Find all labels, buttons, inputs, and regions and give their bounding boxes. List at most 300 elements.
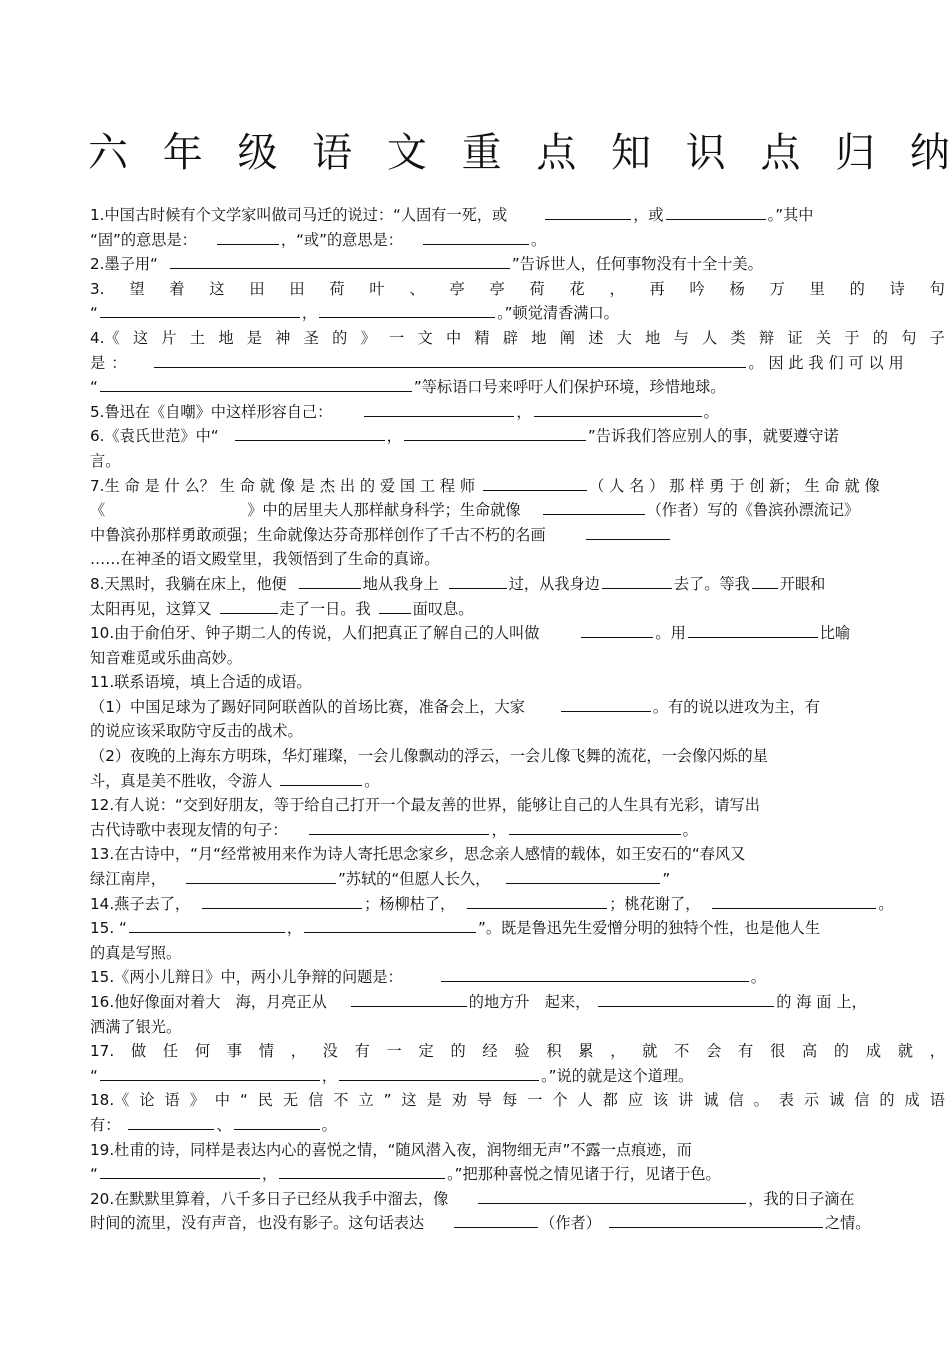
text: 圣 <box>303 328 319 347</box>
text: 走了一日。我 <box>279 599 371 618</box>
answer-blank[interactable] <box>534 400 702 417</box>
q12-line2 <box>90 818 945 843</box>
title-char: 知 <box>611 129 652 176</box>
text: 不 <box>333 1091 349 1110</box>
answer-blank[interactable] <box>217 228 279 245</box>
text: 。用 <box>655 624 686 643</box>
text: 洒满了银光。 <box>90 1017 182 1036</box>
text: 16.他好像面对着大 海，月亮正从 <box>90 993 327 1011</box>
text: 亭 <box>489 279 505 298</box>
title-char: 归 <box>835 129 876 176</box>
text: 导 <box>476 1091 493 1110</box>
text: ” <box>662 870 671 889</box>
answer-blank[interactable] <box>234 1113 320 1130</box>
text: 。”把那种喜悦之情见诸于行，见诸于色。 <box>447 1165 721 1184</box>
text: 信 <box>854 1091 870 1110</box>
text: 》 <box>360 328 376 347</box>
text: 的 <box>332 328 348 347</box>
text: 荷 <box>529 279 545 298</box>
text: 的 <box>849 279 865 298</box>
text: 4.《 <box>90 328 120 347</box>
text: ……在神圣的语文殿堂里，我领悟到了生命的真谛。 <box>90 550 440 569</box>
q7-line3 <box>90 523 945 548</box>
question-list <box>90 203 945 1236</box>
text: “ <box>90 378 98 397</box>
q1-line1 <box>90 203 945 228</box>
text: ，我的日子滴在 <box>748 1189 855 1208</box>
text: 精 <box>474 328 490 347</box>
text: 定 <box>418 1042 434 1061</box>
q20-line2 <box>90 1211 945 1236</box>
text: “ <box>239 1091 248 1110</box>
text: 累 <box>578 1042 594 1061</box>
text: 2.墨子用“ <box>90 255 158 274</box>
text: 中 <box>445 328 462 347</box>
text: 诚 <box>703 1091 719 1110</box>
text: 大 <box>616 328 632 347</box>
text: 的 <box>872 328 888 347</box>
answer-blank[interactable] <box>454 1211 538 1228</box>
text: 5.鲁迅在《自嘲》中这样形容自己： <box>90 402 333 421</box>
title-char: 点 <box>760 129 801 176</box>
title-char: 重 <box>461 129 502 176</box>
text: 杨 <box>729 279 745 298</box>
text: 语 <box>164 1091 180 1110</box>
text: 何 <box>194 1042 211 1061</box>
answer-blank[interactable] <box>280 769 362 786</box>
text: ；杨柳枯了， <box>364 894 456 913</box>
text: 斗，真是美不胜收，令游人 <box>90 771 273 790</box>
text: 。 因 此 我 们 可 以 用 <box>748 353 904 372</box>
text: 3. <box>90 279 105 298</box>
text: 关 <box>815 328 832 347</box>
text: 绿江南岸， <box>90 870 166 889</box>
text: 很 <box>769 1042 786 1061</box>
title-char: 年 <box>162 129 203 176</box>
answer-blank[interactable] <box>467 892 607 909</box>
answer-blank[interactable] <box>688 621 818 638</box>
answer-blank[interactable] <box>586 523 670 540</box>
text: “ <box>90 304 98 323</box>
text: 表 <box>778 1091 794 1110</box>
text: 、 <box>216 1115 232 1134</box>
answer-blank[interactable] <box>279 1162 445 1179</box>
text: 劝 <box>451 1091 467 1110</box>
q4-line3 <box>90 375 945 400</box>
answer-blank[interactable] <box>581 621 653 638</box>
text: 之情。 <box>824 1214 871 1233</box>
answer-blank[interactable] <box>128 1113 214 1130</box>
text: 比喻 <box>819 624 851 643</box>
text: 述 <box>588 328 604 347</box>
answer-blank[interactable] <box>299 572 361 589</box>
text: ， <box>609 279 625 298</box>
title-char: 纳 <box>909 129 950 176</box>
q19-line2 <box>90 1162 945 1187</box>
answer-blank[interactable] <box>235 424 385 441</box>
text: 应 <box>627 1091 643 1110</box>
text: 地从我身上 <box>362 574 439 593</box>
answer-blank[interactable] <box>100 1162 260 1179</box>
answer-blank[interactable] <box>186 867 336 884</box>
text: 情 <box>258 1042 274 1061</box>
text: 面叹息。 <box>412 599 474 618</box>
text: 。 <box>703 402 719 421</box>
text: （2）夜晚的上海东方明珠，华灯璀璨，一会儿像飘动的浮云，一会儿像飞舞的流花，一会像闪烁的星 <box>90 747 768 766</box>
q15b-line1 <box>90 965 945 990</box>
answer-blank[interactable] <box>170 252 510 269</box>
text: ， <box>386 427 402 446</box>
text: 望 <box>129 279 145 298</box>
text: 做 <box>130 1042 147 1061</box>
text: “ <box>90 1066 98 1085</box>
q7-line2 <box>90 498 945 523</box>
text: 示 <box>803 1091 820 1110</box>
answer-blank[interactable] <box>100 375 412 392</box>
q3-line2 <box>90 301 945 326</box>
q20-line1 <box>90 1187 945 1212</box>
answer-blank[interactable] <box>506 867 660 884</box>
answer-blank[interactable] <box>543 498 645 515</box>
q12-line1 <box>90 793 945 818</box>
text: ， <box>301 304 318 323</box>
text: 类 <box>730 328 746 347</box>
text: 。 <box>750 968 766 987</box>
text: 句 <box>901 328 917 347</box>
text: 过，从我身边 <box>508 574 600 593</box>
q14-line1 <box>90 892 945 917</box>
text: 15.《两小儿辩日》中，两小儿争辩的问题是： <box>90 968 403 987</box>
text: 19.杜甫的诗，同样是表达内心的喜悦之情，“随风潜入夜，润物细无声”不露一点痕迹，而 <box>90 1140 692 1159</box>
text: 地 <box>218 328 234 347</box>
text: 都 <box>602 1091 618 1110</box>
text: 17. <box>90 1042 115 1061</box>
q19-line1 <box>90 1138 945 1163</box>
text: 该 <box>652 1091 669 1110</box>
text: 再 <box>649 279 665 298</box>
text: 高 <box>801 1042 818 1061</box>
text: 着 <box>169 279 185 298</box>
text: ” <box>383 1091 392 1110</box>
text: 诚 <box>829 1091 845 1110</box>
answer-blank[interactable] <box>602 572 672 589</box>
text: 荷 <box>329 279 345 298</box>
text: 万 <box>769 279 785 298</box>
title-char: 六 <box>88 129 128 176</box>
answer-blank[interactable] <box>509 818 681 835</box>
text: 。 <box>530 230 547 249</box>
text: 子 <box>929 328 945 347</box>
text: ，或 <box>633 206 664 224</box>
answer-blank[interactable] <box>304 916 476 933</box>
answer-blank[interactable] <box>364 400 514 417</box>
answer-blank[interactable] <box>609 1211 823 1228</box>
answer-blank[interactable] <box>129 916 285 933</box>
text: ”等标语口号来呼吁人们保护环境，珍惜地球。 <box>413 378 726 397</box>
text: 的真是写照。 <box>90 943 182 962</box>
q11-line1 <box>90 670 945 695</box>
q8-line1 <box>90 572 945 597</box>
text: 不 <box>674 1042 690 1061</box>
text: 7.生 命 是 什 么？ 生 命 就 像 是 杰 出 的 爱 国 工 程 师 <box>90 476 476 495</box>
answer-blank[interactable] <box>752 572 778 589</box>
text: 立 <box>358 1091 374 1110</box>
text: 。 <box>364 771 380 790</box>
text: 诗 <box>889 279 905 298</box>
text: 。 <box>753 1091 769 1110</box>
q4-line2 <box>90 351 945 376</box>
answer-blank[interactable] <box>100 1064 320 1081</box>
text: 阐 <box>559 328 575 347</box>
text: 。”其中 <box>767 206 814 224</box>
text: 8.天黑时，我躺在床上，他便 <box>90 574 287 593</box>
text: 18.《 <box>90 1091 130 1110</box>
text: 古代诗歌中表现友情的句子： <box>90 820 288 839</box>
text: 田 <box>289 279 305 298</box>
answer-blank[interactable] <box>100 301 300 318</box>
text: 的 海 面 上， <box>776 993 867 1011</box>
text: 一 <box>386 1042 402 1061</box>
text: 13.在古诗中，“月“经常被用来作为诗人寄托思念家乡，思念亲人感情的载体，如王安石的“春风又 <box>90 845 746 864</box>
text: 经 <box>482 1042 498 1061</box>
text: 辩 <box>758 328 775 347</box>
text: 地 <box>531 328 547 347</box>
text: 就 <box>642 1042 658 1061</box>
answer-blank[interactable] <box>202 892 362 909</box>
text: 无 <box>282 1091 299 1110</box>
text: 一 <box>389 328 405 347</box>
text: 土 <box>189 328 206 347</box>
text: 文 <box>417 328 433 347</box>
text: 验 <box>514 1042 530 1061</box>
text: 个 <box>552 1091 568 1110</box>
text: 11.联系语境，填上合适的成语。 <box>90 673 312 692</box>
text: 于 <box>844 328 860 347</box>
text: 10.由于俞伯牙、钟子期二人的传说，人们把真正了解自己的人叫做 <box>90 624 540 643</box>
text: 、 <box>409 279 425 298</box>
answer-blank[interactable] <box>561 695 651 712</box>
q8-line2 <box>90 597 945 622</box>
text: 是 <box>246 328 262 347</box>
answer-blank[interactable] <box>404 424 586 441</box>
answer-blank[interactable] <box>319 301 495 318</box>
text: 积 <box>546 1042 562 1061</box>
text: 证 <box>787 328 803 347</box>
q13-line1 <box>90 842 945 867</box>
q5-line1 <box>90 400 945 425</box>
text: 》中的居里夫人那样献身科学；生命就像 <box>247 501 521 520</box>
text: 的 <box>450 1042 466 1061</box>
q11-line2 <box>90 695 945 720</box>
answer-blank[interactable] <box>339 1064 539 1081</box>
text: 事 <box>226 1042 242 1061</box>
text: 成 <box>865 1042 882 1061</box>
text: 有 <box>738 1042 754 1061</box>
answer-blank[interactable] <box>441 965 749 982</box>
page-title <box>88 124 950 174</box>
text: 叶 <box>369 279 385 298</box>
text: ；桃花谢了， <box>609 894 701 913</box>
answer-blank[interactable] <box>545 203 631 220</box>
text: 。 <box>878 894 894 913</box>
text: 1.中国古时候有个文学家叫做司马迁的说过：“人固有一死，或 <box>90 206 508 224</box>
text: 12.有人说：“交到好朋友，等于给自己打开一个最友善的世界，能够让自己的人生具有光彩，请写出 <box>90 796 760 815</box>
text: ，“或”的意思是： <box>280 230 403 249</box>
q16-line1 <box>90 990 945 1015</box>
text: ， <box>516 402 532 421</box>
q15-line1 <box>90 916 945 941</box>
text: ”苏轼的“但愿人长久， <box>337 870 491 889</box>
text: 的 <box>879 1091 895 1110</box>
q1-line2 <box>90 228 945 253</box>
title-char: 点 <box>536 129 577 176</box>
answer-blank[interactable] <box>154 351 746 368</box>
text: 与 <box>673 328 689 347</box>
title-char: 语 <box>312 129 353 176</box>
text: 论 <box>139 1091 155 1110</box>
text: 一 <box>527 1091 543 1110</box>
q18-line1 <box>90 1088 945 1113</box>
q2-line1 <box>90 252 945 277</box>
text: 亭 <box>449 279 465 298</box>
text: （ 人 名 ） 那 样 勇 于 创 新； 生 命 就 像 <box>589 476 880 495</box>
title-char: 识 <box>685 129 726 176</box>
q4-line1 <box>90 326 945 351</box>
text: 成 <box>904 1091 920 1110</box>
q7-line4 <box>90 547 945 572</box>
text: （1）中国足球为了踢好同阿联酋队的首场比赛，准备会上，大家 <box>90 697 525 716</box>
q3-line1 <box>90 277 945 302</box>
text: 。 <box>321 1115 337 1134</box>
text: 语 <box>929 1091 945 1110</box>
text: 14.燕子去了， <box>90 894 191 913</box>
text: 吟 <box>689 279 705 298</box>
text: 句 <box>929 279 945 298</box>
text: 》 <box>189 1091 205 1110</box>
q13-line2 <box>90 867 945 892</box>
text: 太阳再见，这算又 <box>90 599 212 618</box>
text: 言。 <box>90 451 121 470</box>
text: （作者） <box>540 1214 601 1233</box>
text: 《 <box>90 501 106 520</box>
text: 去了。等我 <box>673 574 750 593</box>
text: ， <box>261 1165 278 1184</box>
text: 辟 <box>502 328 519 347</box>
text: 的地方升 起来， <box>468 993 591 1011</box>
text: ”告诉世人，任何事物没有十全十美。 <box>511 255 763 274</box>
text: 。 <box>682 820 698 839</box>
text: 地 <box>645 328 661 347</box>
text: 的说应该采取防守反击的战术。 <box>90 722 303 741</box>
text: ， <box>610 1042 626 1061</box>
title-char: 级 <box>237 129 278 176</box>
q11-line3 <box>90 719 945 744</box>
q11-line4 <box>90 744 945 769</box>
text: 有： <box>90 1115 121 1134</box>
q6-line1 <box>90 424 945 449</box>
text: 开眼和 <box>779 574 826 593</box>
answer-blank[interactable] <box>309 818 489 835</box>
q16-line2 <box>90 1015 945 1040</box>
text: “ <box>90 1165 98 1184</box>
answer-blank[interactable] <box>483 474 587 491</box>
text: 田 <box>249 279 265 298</box>
text: 每 <box>502 1091 518 1110</box>
text: 民 <box>257 1091 273 1110</box>
answer-blank[interactable] <box>220 597 278 614</box>
text: ”。既是鲁迅先生爱憎分明的独特个性，也是他人生 <box>478 919 821 938</box>
text: ， <box>290 1042 306 1061</box>
text: 没 <box>322 1042 338 1061</box>
q10-line2 <box>90 646 945 671</box>
text: ， <box>286 919 303 938</box>
title-char: 文 <box>386 129 427 176</box>
text: 这 <box>209 279 225 298</box>
text: 神 <box>275 328 291 347</box>
text: 15. “ <box>90 919 127 938</box>
answer-blank[interactable] <box>478 1187 746 1204</box>
text: ， <box>491 820 507 839</box>
text: “固”的意思是： <box>90 230 197 249</box>
text: 片 <box>161 328 177 347</box>
text: ， <box>321 1066 338 1085</box>
text: 讲 <box>678 1091 694 1110</box>
text: 这 <box>132 328 149 347</box>
text: 有 <box>354 1042 370 1061</box>
text: （作者）写的《鲁滨孙漂流记》 <box>646 501 860 520</box>
text: 是： <box>90 353 133 372</box>
text: 中 <box>214 1091 230 1110</box>
answer-blank[interactable] <box>379 597 411 614</box>
text: 中鲁滨孙那样勇敢顽强；生命就像达芬奇那样创作了千古不朽的名画 <box>90 525 546 544</box>
text: 里 <box>809 279 825 298</box>
text: 时间的流里，没有声音，也没有影子。这句话表达 <box>90 1214 425 1233</box>
answer-blank[interactable] <box>423 228 529 245</box>
text: 是 <box>426 1091 442 1110</box>
answer-blank[interactable] <box>351 990 467 1007</box>
text: 任 <box>162 1042 179 1061</box>
q10-line1 <box>90 621 945 646</box>
q11-line5 <box>90 769 945 794</box>
q7-line1 <box>90 474 945 499</box>
text: ”告诉我们答应别人的事，就要遵守诺 <box>587 427 839 446</box>
answer-blank[interactable] <box>449 572 507 589</box>
q6-line2 <box>90 449 945 474</box>
text: 信 <box>308 1091 324 1110</box>
answer-blank[interactable] <box>598 990 774 1007</box>
text: 人 <box>702 328 718 347</box>
text: 人 <box>577 1091 593 1110</box>
text: 就 <box>897 1042 913 1061</box>
text: 知音难觅或乐曲高妙。 <box>90 648 242 667</box>
text: 信 <box>728 1091 744 1110</box>
q18-line2 <box>90 1113 945 1138</box>
answer-blank[interactable] <box>712 892 876 909</box>
text: 的 <box>833 1042 850 1061</box>
q17-line1 <box>90 1039 945 1064</box>
text: 这 <box>401 1091 417 1110</box>
answer-blank[interactable] <box>666 203 766 220</box>
text: 。”顿觉清香满口。 <box>497 304 619 323</box>
text: 20.在默默里算着，八千多日子已经从我手中溜去，像 <box>90 1189 449 1208</box>
text: 。”说的就是这个道理。 <box>541 1066 694 1085</box>
text: 花 <box>569 279 585 298</box>
text: 。有的说以进攻为主，有 <box>652 697 820 716</box>
text: 6.《袁氏世范》中“ <box>90 427 219 446</box>
q15-line2 <box>90 941 945 966</box>
q17-line2 <box>90 1064 945 1089</box>
text: ， <box>929 1042 945 1061</box>
